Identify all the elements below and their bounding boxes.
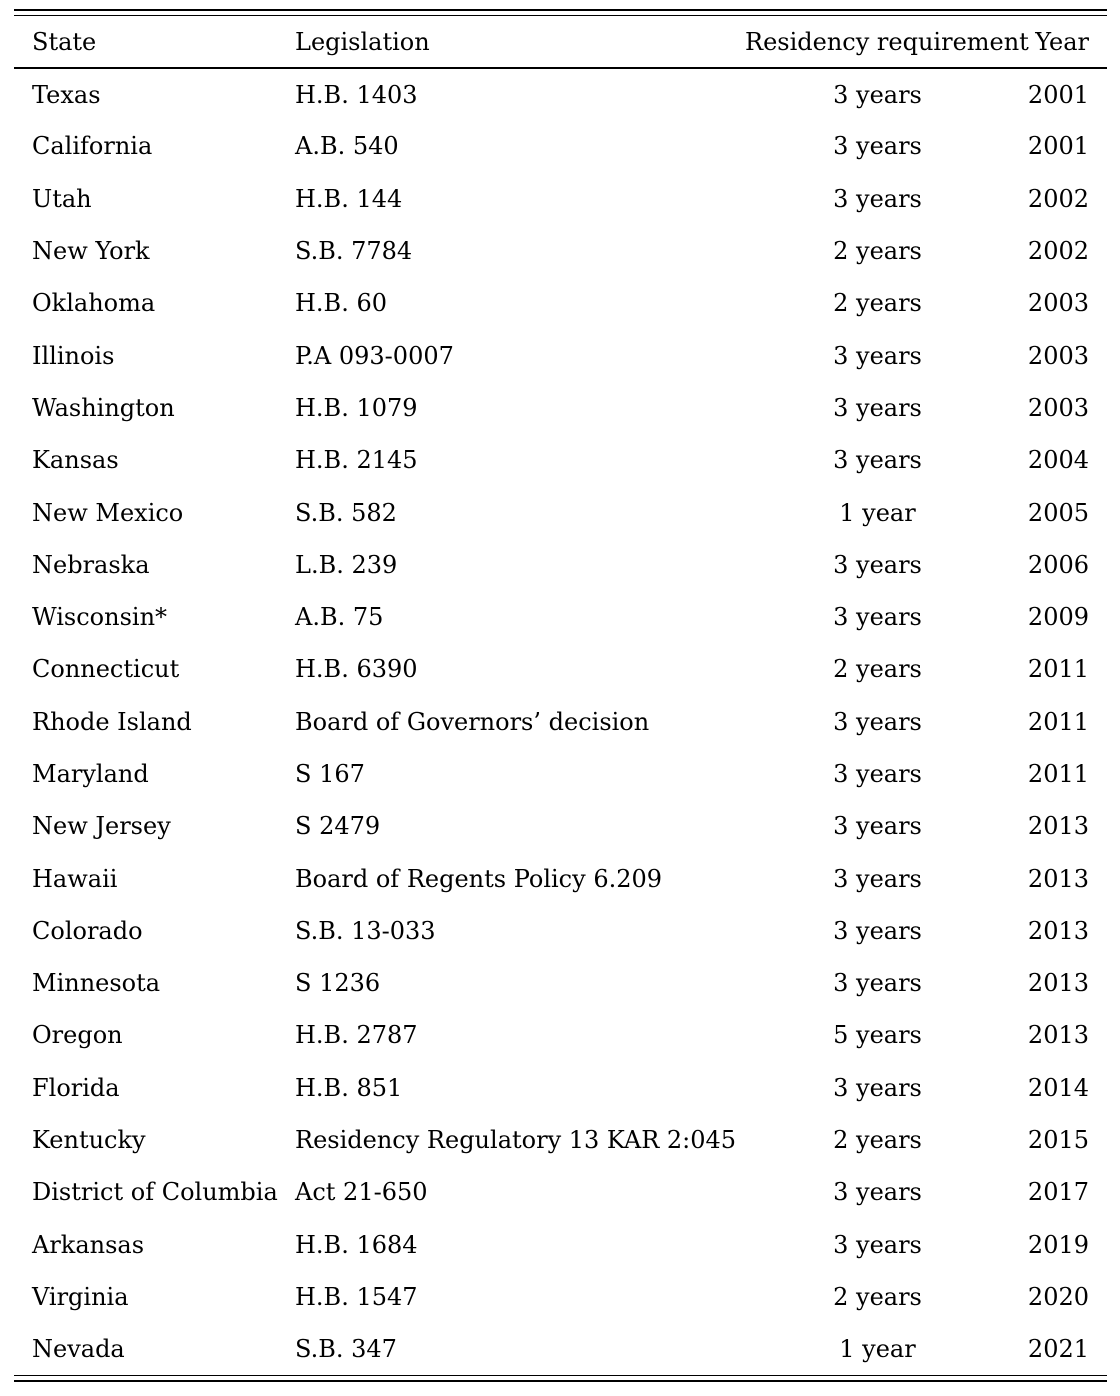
cell-legislation: S 167: [295, 760, 365, 788]
cell-state: Connecticut: [32, 655, 180, 684]
table-row: [14, 1219, 1107, 1271]
legislation-table-container: [14, 9, 1107, 1382]
cell-legislation: S.B. 347: [295, 1335, 397, 1364]
cell-residency: 2 years: [833, 1126, 922, 1155]
cell-state: Kentucky: [32, 1126, 146, 1155]
cell-residency: 3 years: [833, 864, 922, 893]
cell-state: Virginia: [32, 1282, 129, 1311]
table-row: [14, 748, 1107, 800]
table-row: [14, 1062, 1107, 1114]
cell-state: Illinois: [32, 341, 115, 370]
cell-state: Florida: [32, 1073, 120, 1102]
cell-state: Maryland: [32, 760, 149, 788]
cell-residency: 2 years: [833, 237, 922, 266]
cell-state: Washington: [32, 393, 175, 422]
cell-year: 2017: [1027, 1178, 1089, 1207]
table-row: [14, 800, 1107, 852]
cell-legislation: H.B. 851: [295, 1073, 403, 1102]
table-row: [14, 277, 1107, 329]
cell-state: Oklahoma: [32, 289, 156, 318]
cell-state: Utah: [32, 184, 92, 213]
table-row: [14, 1271, 1107, 1323]
table-row: [14, 329, 1107, 381]
cell-residency: 3 years: [833, 969, 922, 998]
cell-year: 2009: [1027, 603, 1089, 632]
legislation-table: [14, 16, 1107, 1375]
table-row: [14, 1009, 1107, 1061]
cell-legislation: S.B. 582: [295, 498, 397, 527]
cell-legislation: A.B. 540: [295, 132, 399, 161]
cell-year: 2011: [1027, 655, 1089, 684]
cell-legislation: H.B. 1403: [295, 80, 418, 109]
cell-legislation: S 2479: [295, 812, 381, 841]
cell-legislation: Board of Regents Policy 6.209: [295, 864, 663, 893]
cell-state: Colorado: [32, 916, 143, 945]
cell-state: California: [32, 132, 153, 161]
cell-legislation: Act 21-650: [295, 1178, 428, 1207]
cell-year: 2013: [1027, 916, 1089, 945]
cell-residency: 2 years: [833, 1282, 922, 1311]
cell-state: Nevada: [32, 1335, 125, 1364]
cell-year: 2015: [1027, 1126, 1089, 1155]
cell-state: New Jersey: [32, 812, 171, 841]
cell-legislation: P.A 093-0007: [295, 341, 454, 370]
cell-state: Arkansas: [32, 1230, 145, 1259]
cell-legislation: A.B. 75: [295, 603, 384, 632]
cell-year: 2013: [1027, 1021, 1089, 1050]
cell-state: Hawaii: [32, 864, 118, 893]
table-row: [14, 1114, 1107, 1166]
cell-year: 2001: [1027, 132, 1089, 161]
col-header-year: Year: [1010, 16, 1107, 68]
table-row: [14, 591, 1107, 643]
table-row: [14, 905, 1107, 957]
cell-residency: 3 years: [833, 760, 922, 788]
cell-residency: 3 years: [833, 812, 922, 841]
cell-residency: 3 years: [833, 1073, 922, 1102]
cell-state: Minnesota: [32, 969, 161, 998]
cell-residency: 1 year: [839, 498, 916, 527]
cell-state: Texas: [32, 80, 101, 109]
cell-state: Wisconsin*: [32, 603, 168, 632]
cell-legislation: L.B. 239: [295, 550, 398, 579]
table-row: [14, 225, 1107, 277]
cell-residency: 3 years: [833, 603, 922, 632]
table-row: [14, 173, 1107, 225]
cell-year: 2013: [1027, 969, 1089, 998]
cell-year: 2001: [1027, 80, 1089, 109]
cell-residency: 3 years: [833, 393, 922, 422]
cell-year: 2002: [1027, 237, 1089, 266]
table-row: [14, 382, 1107, 434]
cell-legislation: H.B. 1079: [295, 393, 418, 422]
col-header-legislation: Legislation: [295, 16, 745, 68]
table-row: [14, 852, 1107, 904]
cell-year: 2003: [1027, 289, 1089, 318]
cell-state: Rhode Island: [32, 707, 192, 736]
col-header-residency: Residency requirement: [745, 16, 1010, 68]
cell-residency: 3 years: [833, 1178, 922, 1207]
cell-legislation: H.B. 144: [295, 184, 403, 213]
cell-legislation: H.B. 1547: [295, 1282, 418, 1311]
table-row: [14, 68, 1107, 120]
table-row: [14, 1166, 1107, 1218]
cell-state: Kansas: [32, 446, 119, 475]
cell-residency: 2 years: [833, 655, 922, 684]
cell-legislation: Board of Governors’ decision: [295, 707, 650, 736]
table-row: [14, 486, 1107, 538]
cell-legislation: H.B. 2145: [295, 446, 418, 475]
header-row: [14, 16, 1107, 68]
cell-year: 2019: [1027, 1230, 1089, 1259]
cell-year: 2005: [1027, 498, 1089, 527]
cell-year: 2011: [1027, 707, 1089, 736]
table-row: [14, 696, 1107, 748]
cell-year: 2006: [1027, 550, 1089, 579]
cell-year: 2002: [1027, 184, 1089, 213]
cell-year: 2020: [1027, 1282, 1089, 1311]
table-row: [14, 120, 1107, 172]
cell-legislation: Residency Regulatory 13 KAR 2:045: [295, 1126, 737, 1155]
table-row: [14, 957, 1107, 1009]
table-row: [14, 1323, 1107, 1375]
table-row: [14, 643, 1107, 695]
cell-legislation: S.B. 13-033: [295, 916, 436, 945]
cell-year: 2003: [1027, 341, 1089, 370]
cell-residency: 3 years: [833, 916, 922, 945]
cell-year: 2014: [1027, 1073, 1089, 1102]
cell-residency: 2 years: [833, 289, 922, 318]
cell-residency: 3 years: [833, 550, 922, 579]
cell-legislation: H.B. 2787: [295, 1021, 418, 1050]
cell-residency: 1 year: [839, 1335, 916, 1364]
cell-state: New York: [32, 237, 150, 266]
cell-state: New Mexico: [32, 498, 184, 527]
col-header-state: State: [14, 16, 295, 68]
cell-legislation: S.B. 7784: [295, 237, 413, 266]
cell-residency: 3 years: [833, 707, 922, 736]
bottom-rule-thick: [14, 1380, 1107, 1382]
cell-state: Oregon: [32, 1021, 123, 1050]
cell-year: 2013: [1027, 812, 1089, 841]
cell-legislation: H.B. 6390: [295, 655, 418, 684]
cell-residency: 3 years: [833, 184, 922, 213]
cell-residency: 5 years: [833, 1021, 922, 1050]
cell-year: 2004: [1027, 446, 1089, 475]
cell-year: 2021: [1027, 1335, 1089, 1364]
table-row: [14, 539, 1107, 591]
cell-state: Nebraska: [32, 550, 150, 579]
cell-year: 2011: [1027, 760, 1089, 788]
cell-residency: 3 years: [833, 80, 922, 109]
cell-year: 2013: [1027, 864, 1089, 893]
table-row: [14, 434, 1107, 486]
cell-residency: 3 years: [833, 132, 922, 161]
cell-state: District of Columbia: [32, 1178, 278, 1207]
cell-legislation: H.B. 1684: [295, 1230, 418, 1259]
cell-residency: 3 years: [833, 341, 922, 370]
cell-year: 2003: [1027, 393, 1089, 422]
cell-legislation: S 1236: [295, 969, 381, 998]
cell-legislation: H.B. 60: [295, 289, 387, 318]
cell-residency: 3 years: [833, 446, 922, 475]
cell-residency: 3 years: [833, 1230, 922, 1259]
